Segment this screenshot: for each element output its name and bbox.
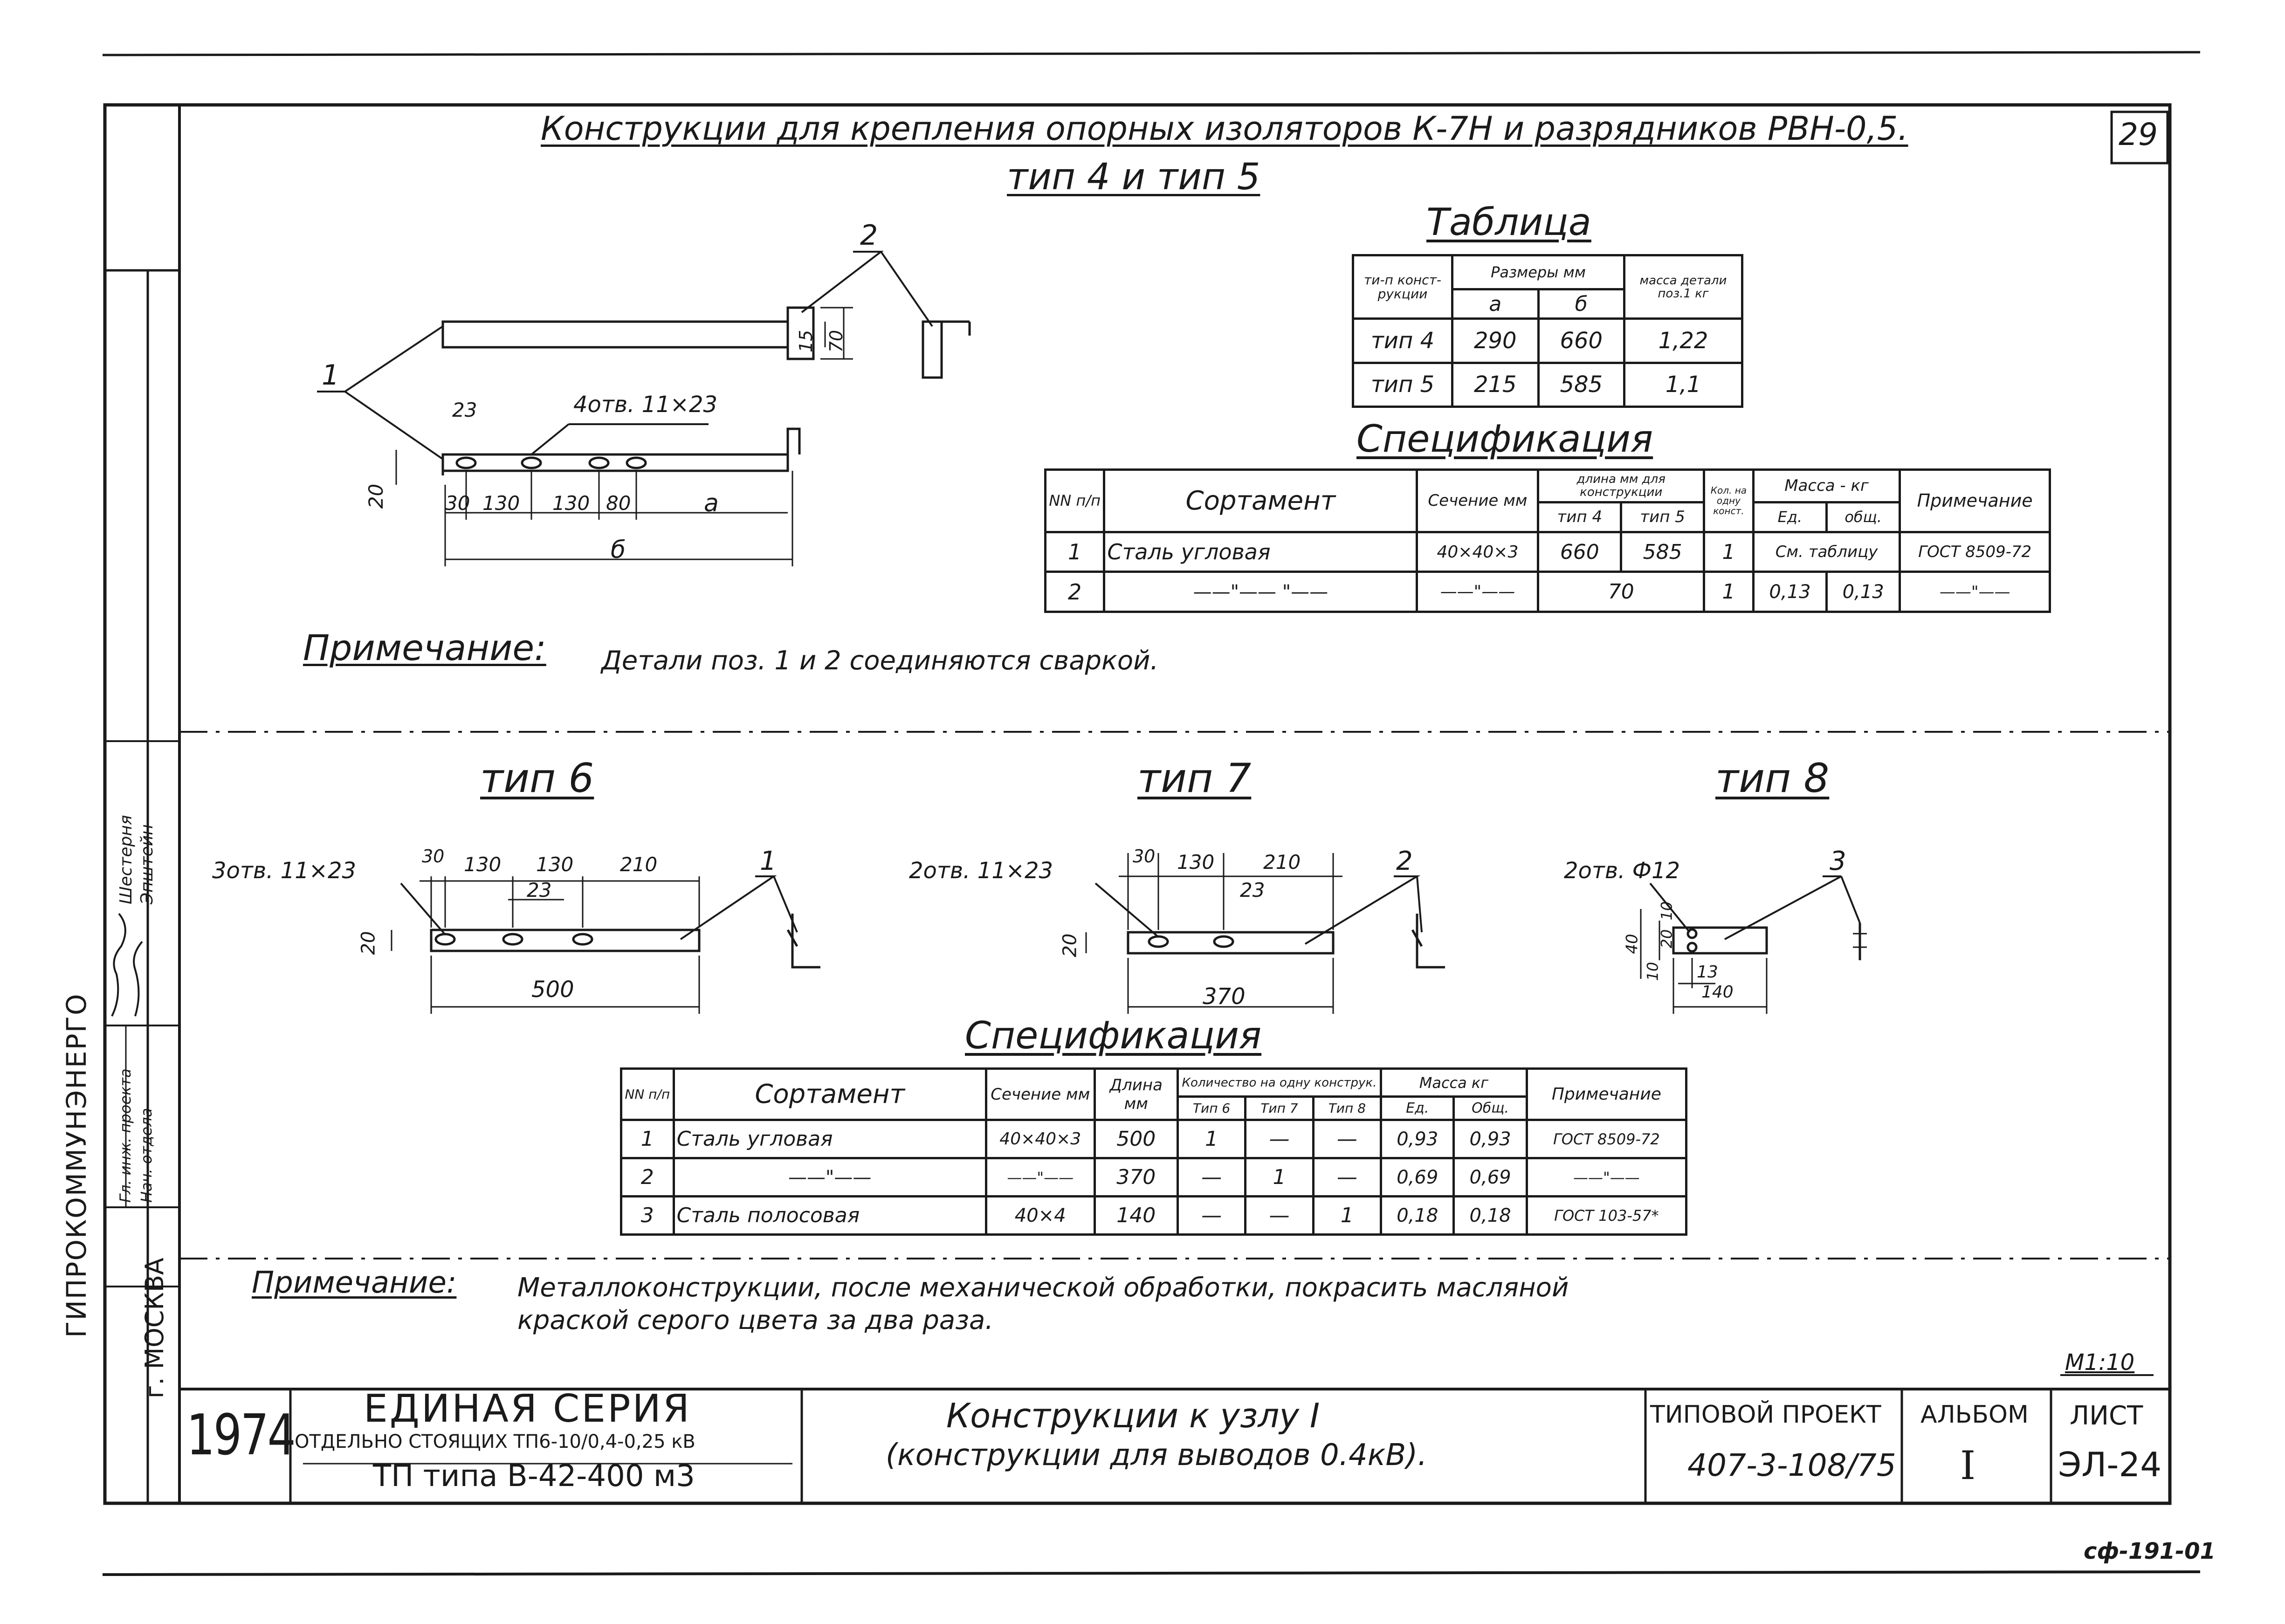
type8-d140: 140 — [1701, 983, 1734, 1002]
spec2-r2-t8: — — [1313, 1158, 1381, 1197]
type7-d20: 20 — [1059, 933, 1081, 957]
stamp-desc-1: Конструкции к узлу I — [946, 1396, 1320, 1435]
spec2-r3-ed: 0,18 — [1381, 1197, 1454, 1235]
table1-row2-a: 215 — [1452, 363, 1539, 406]
spec2-r3-note: ГОСТ 103-57* — [1527, 1197, 1686, 1235]
type6-d130b: 130 — [536, 853, 574, 876]
note1-label: Примечание: — [303, 627, 546, 668]
type7-d130: 130 — [1177, 851, 1215, 874]
spec1-head-note: Примечание — [1900, 470, 2050, 532]
spec2-r1-ed: 0,93 — [1381, 1120, 1454, 1158]
spec2-r2-note: ——"—— — [1527, 1158, 1686, 1197]
spec2-head-t6: Тип 6 — [1177, 1097, 1245, 1120]
stamp-year: 1974 — [186, 1403, 295, 1468]
spec2-r2-t7: 1 — [1246, 1158, 1313, 1197]
dim-23: 23 — [452, 399, 477, 421]
type8-title: тип 8 — [1715, 755, 1830, 802]
note2-line1: Металлоконструкции, после механической обработки, покрасить масляной — [517, 1273, 1569, 1303]
stamp-series-tp: ТП типа В-42-400 м3 — [373, 1459, 695, 1493]
spec2-r1-t7: — — [1246, 1120, 1313, 1158]
spec1-head-ed: Ед. — [1753, 502, 1826, 532]
stamp-desc-2: (конструкции для выводов 0.4кВ). — [886, 1438, 1427, 1473]
spec2-r1-tot: 0,93 — [1454, 1120, 1527, 1158]
spec2-r1-sect: 40×40×3 — [986, 1120, 1094, 1158]
spec2-head-sort: Сортамент — [674, 1069, 986, 1120]
spec2-r3-sort: Сталь полосовая — [674, 1197, 986, 1235]
spec1-r2-nn: 2 — [1046, 572, 1104, 612]
type6-title: тип 6 — [480, 755, 594, 802]
spec1-r1-qty: 1 — [1704, 532, 1753, 572]
type7-title: тип 7 — [1137, 755, 1252, 802]
spec2-table — [620, 1067, 1687, 1236]
spec1-r2-tot: 0,13 — [1827, 572, 1900, 612]
type7-d30: 30 — [1133, 846, 1156, 867]
type7-holes: 2отв. 11×23 — [909, 858, 1053, 884]
type8-d40: 40 — [1623, 934, 1642, 954]
dim-30: 30 — [445, 492, 470, 515]
stamp-proj-value: 407-3-108/75 — [1687, 1447, 1896, 1483]
spec2-r3-sect: 40×4 — [986, 1197, 1094, 1235]
spec2-r1-t8: — — [1313, 1120, 1381, 1158]
spec2-r3-t7: — — [1246, 1197, 1313, 1235]
type8-pos: 3 — [1830, 846, 1846, 876]
type8-d13: 13 — [1697, 963, 1718, 982]
spec2-head-t8: Тип 8 — [1313, 1097, 1381, 1120]
note2-line2: краской серого цвета за два раза. — [517, 1305, 994, 1335]
type8-d20: 20 — [1658, 929, 1676, 949]
type6-d210: 210 — [620, 853, 658, 876]
side-org: ГИПРОКОММУНЭНЕРГО — [61, 993, 92, 1338]
note2-label: Примечание: — [252, 1266, 457, 1300]
dim-20: 20 — [365, 483, 388, 509]
spec1-r1-sort: Сталь угловая — [1104, 532, 1417, 572]
spec2-head-sect: Сечение мм — [986, 1069, 1094, 1120]
type8-holes: 2отв. Ф12 — [1564, 858, 1680, 884]
table1-row2-type: тип 5 — [1353, 363, 1452, 406]
dim-130b: 130 — [552, 492, 590, 515]
dim-b: б — [611, 536, 626, 564]
spec2-head-ed: Ед. — [1381, 1097, 1454, 1120]
sheet-number: 29 — [2119, 117, 2158, 152]
pos-label-2: 2 — [860, 219, 878, 252]
spec2-r1-t6: 1 — [1177, 1120, 1245, 1158]
table1-row1-mass: 1,22 — [1624, 319, 1742, 363]
spec1-head-sort: Сортамент — [1104, 470, 1417, 532]
stamp-series-sub: ОТДЕЛЬНО СТОЯЩИХ ТП6-10/0,4-0,25 кВ — [295, 1431, 695, 1452]
spec1-head-nn: NN п/п — [1046, 470, 1104, 532]
scale-label: М1:10 — [2065, 1349, 2135, 1376]
spec2-r1-note: ГОСТ 8509-72 — [1527, 1120, 1686, 1158]
spec1-r2-qty: 1 — [1704, 572, 1753, 612]
spec1-r1-t5: 585 — [1621, 532, 1704, 572]
table1-col-b: б — [1538, 289, 1624, 319]
type6-holes: 3отв. 11×23 — [212, 858, 357, 884]
side-name-2: Эпштейн — [138, 824, 157, 904]
spec2-r3-t6: — — [1177, 1197, 1245, 1235]
table1-title: Таблица — [1426, 200, 1591, 244]
spec2-head-note: Примечание — [1527, 1069, 1686, 1120]
spec2-r1-sort: Сталь угловая — [674, 1120, 986, 1158]
spec2-r2-nn: 2 — [621, 1158, 674, 1197]
spec1-r1-note: ГОСТ 8509-72 — [1900, 532, 2050, 572]
stamp-album-value: I — [1960, 1443, 1976, 1488]
type7-d210: 210 — [1263, 851, 1301, 874]
page-subtitle: тип 4 и тип 5 — [1007, 156, 1260, 198]
spec2-r1-len: 500 — [1094, 1120, 1177, 1158]
pos-label-1: 1 — [322, 359, 340, 392]
stamp-proj-label: ТИПОВОЙ ПРОЕКТ — [1650, 1401, 1881, 1429]
side-role-2: Нач. отдела — [138, 1108, 155, 1203]
spec2-r2-t6: — — [1177, 1158, 1245, 1197]
spec2-head-nn: NN п/п — [621, 1069, 674, 1120]
type8-d10b: 10 — [1644, 962, 1662, 981]
type6-d130a: 130 — [464, 853, 502, 876]
spec2-r2-sect: ——"—— — [986, 1158, 1094, 1197]
spec1-r1-sect: 40×40×3 — [1417, 532, 1538, 572]
spec1-head-len: длина мм для конструкции — [1538, 470, 1704, 502]
table1-row1-b: 660 — [1538, 319, 1624, 363]
spec1-r1-ed: См. таблицу — [1753, 532, 1900, 572]
stamp-series-title: ЕДИНАЯ СЕРИЯ — [364, 1387, 691, 1431]
spec1-head-t4: тип 4 — [1538, 502, 1621, 532]
spec2-head-len: Длина мм — [1094, 1069, 1177, 1120]
side-city: г. МОСКВА — [140, 1258, 169, 1398]
spec2-head-mass: Масса кг — [1381, 1069, 1527, 1097]
spec1-head-mass: Масса - кг — [1753, 470, 1900, 502]
spec2-r3-nn: 3 — [621, 1197, 674, 1235]
type6-pos: 1 — [760, 846, 777, 876]
spec2-head-tot: Общ. — [1454, 1097, 1527, 1120]
page-title: Конструкции для крепления опорных изоляторов К-7Н и разрядников РВН-0,5. — [541, 110, 1908, 148]
type6-d500: 500 — [531, 977, 574, 1003]
dim-15: 15 — [796, 330, 817, 353]
spec2-head-t7: Тип 7 — [1246, 1097, 1313, 1120]
spec1-head-sect: Сечение мм — [1417, 470, 1538, 532]
table1-head-mass: масса детали поз.1 кг — [1624, 255, 1742, 319]
spec2-head-qty: Количество на одну конструк. — [1177, 1069, 1381, 1097]
spec1-r2-sect: ——"—— — [1417, 572, 1538, 612]
type6-d23: 23 — [527, 879, 552, 901]
type6-d20: 20 — [358, 931, 379, 955]
spec2-r3-t8: 1 — [1313, 1197, 1381, 1235]
spec2-r1-nn: 1 — [621, 1120, 674, 1158]
table1-head-sizes: Размеры мм — [1452, 255, 1624, 289]
side-role-1: Гл. инж. проекта — [117, 1068, 134, 1203]
table1-row2-mass: 1,1 — [1624, 363, 1742, 406]
spec1-r2-note: ——"—— — [1900, 572, 2050, 612]
spec1-head-qty: Кол. на одну конст. — [1704, 470, 1753, 532]
dim-130a: 130 — [482, 492, 520, 515]
spec1-head-t5: тип 5 — [1621, 502, 1704, 532]
holes-label: 4отв. 11×23 — [573, 392, 718, 418]
spec1-title: Спецификация — [1356, 417, 1653, 461]
spec1-r2-ed: 0,13 — [1753, 572, 1826, 612]
dim-70: 70 — [826, 330, 847, 353]
spec1-r2-len: 70 — [1538, 572, 1704, 612]
spec1-r1-t4: 660 — [1538, 532, 1621, 572]
stamp-album-label: АЛЬБОМ — [1920, 1401, 2029, 1429]
spec2-r2-len: 370 — [1094, 1158, 1177, 1197]
table1-row1-type: тип 4 — [1353, 319, 1452, 363]
type7-d370: 370 — [1203, 984, 1246, 1010]
dim-a: а — [704, 489, 719, 517]
spec1-head-tot: общ. — [1827, 502, 1900, 532]
dim-80: 80 — [606, 492, 631, 515]
table1-head-type: ти-п конст-рукции — [1353, 255, 1452, 319]
spec2-r2-sort: ——"—— — [674, 1158, 986, 1197]
footer-code: сф-191-01 — [2084, 1538, 2216, 1564]
spec2-r2-ed: 0,69 — [1381, 1158, 1454, 1197]
side-name-1: Шестерня — [117, 815, 136, 904]
table1-row1-a: 290 — [1452, 319, 1539, 363]
table1-row2-b: 585 — [1538, 363, 1624, 406]
table1-col-a: а — [1452, 289, 1539, 319]
type8-d10a: 10 — [1658, 901, 1676, 921]
type6-d30: 30 — [422, 846, 445, 867]
type7-pos: 2 — [1396, 846, 1413, 876]
spec2-r3-tot: 0,18 — [1454, 1197, 1527, 1235]
stamp-sheet-label: ЛИСТ — [2070, 1401, 2143, 1431]
type7-d23: 23 — [1240, 879, 1265, 901]
note1-text: Детали поз. 1 и 2 соединяются сваркой. — [601, 646, 1159, 676]
spec2-r2-tot: 0,69 — [1454, 1158, 1527, 1197]
spec1-r1-nn: 1 — [1046, 532, 1104, 572]
spec2-r3-len: 140 — [1094, 1197, 1177, 1235]
stamp-sheet-value: ЭЛ-24 — [2058, 1445, 2162, 1484]
spec1-r2-sort: ——"—— "—— — [1104, 572, 1417, 612]
spec2-title: Спецификация — [965, 1014, 1262, 1057]
